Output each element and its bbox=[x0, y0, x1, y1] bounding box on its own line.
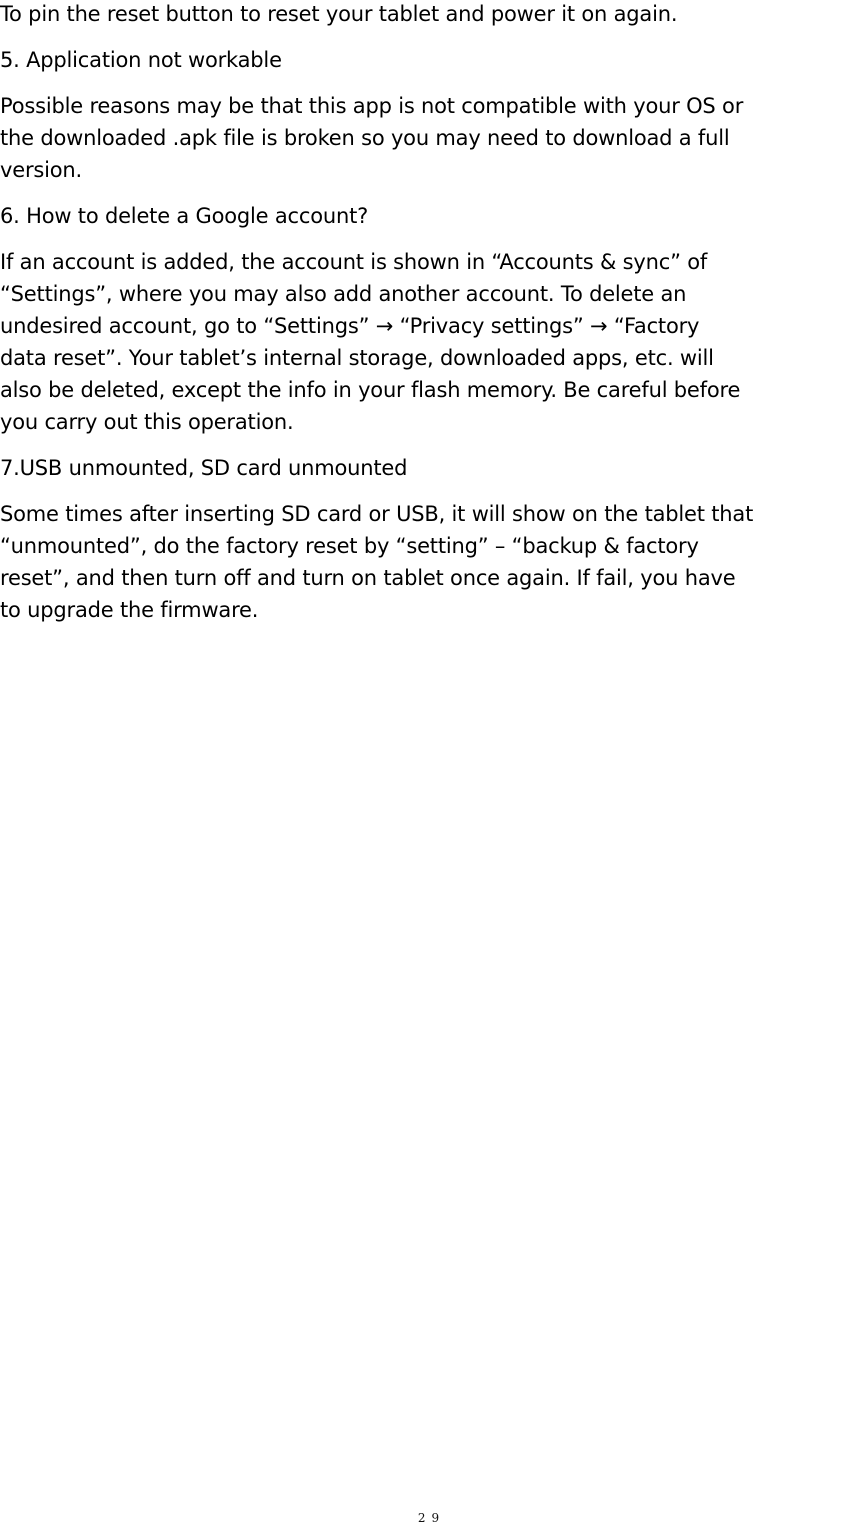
text-line: To pin the reset button to reset your tablet and power it on again. bbox=[0, 2, 678, 26]
paragraph-application-reasons bbox=[0, 90, 863, 186]
text-line: you carry out this operation. bbox=[0, 410, 294, 434]
paragraph-unmounted-fix bbox=[0, 498, 863, 626]
text-line: Some times after inserting SD card or USB, it will show on the tablet that bbox=[0, 502, 754, 526]
paragraph-reset-instruction bbox=[0, 0, 863, 30]
section-heading-delete-google-account bbox=[0, 200, 863, 232]
heading-text: 5. Application not workable bbox=[0, 48, 282, 72]
text-line: Possible reasons may be that this app is not compatible with your OS or bbox=[0, 94, 744, 118]
heading-text: 6. How to delete a Google account? bbox=[0, 204, 369, 228]
heading-text: 7.USB unmounted, SD card unmounted bbox=[0, 456, 408, 480]
text-line: “unmounted”, do the factory reset by “setting” – “backup & factory bbox=[0, 534, 699, 558]
text-line: data reset”. Your tablet’s internal storage, downloaded apps, etc. will bbox=[0, 346, 714, 370]
section-heading-application-not-workable bbox=[0, 44, 863, 76]
section-heading-usb-sd-unmounted bbox=[0, 452, 863, 484]
text-line: If an account is added, the account is shown in “Accounts & sync” of bbox=[0, 250, 708, 274]
text-line: to upgrade the firmware. bbox=[0, 598, 259, 622]
text-line: also be deleted, except the info in your flash memory. Be careful before bbox=[0, 378, 741, 402]
document-body bbox=[0, 0, 863, 640]
text-line: “Settings”, where you may also add another account. To delete an bbox=[0, 282, 687, 306]
text-line: undesired account, go to “Settings” → “Privacy settings” → “Factory bbox=[0, 314, 700, 338]
paragraph-delete-account-steps bbox=[0, 246, 863, 438]
text-line: version. bbox=[0, 158, 82, 182]
page-number: 29 bbox=[417, 1511, 446, 1525]
text-line: reset”, and then turn off and turn on tablet once again. If fail, you have bbox=[0, 566, 736, 590]
text-line: the downloaded .apk file is broken so you may need to download a full bbox=[0, 126, 730, 150]
